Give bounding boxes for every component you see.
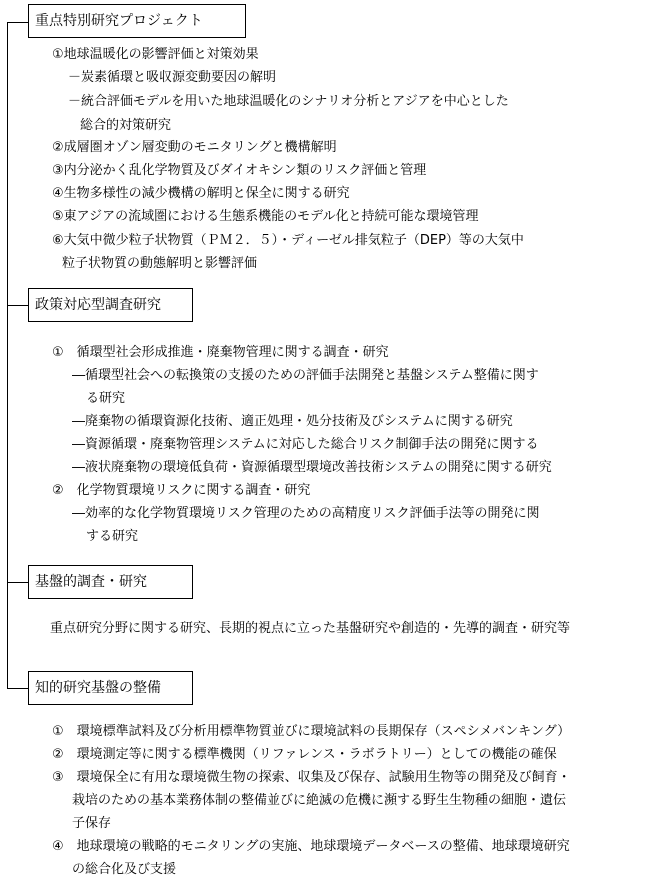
- list-subitem: －炭素循環と吸収源変動要因の解明: [68, 70, 277, 85]
- section-title: 重点特別研究プロジェクト: [35, 13, 203, 29]
- list-item-continuation: の総合化及び支援: [72, 862, 177, 877]
- list-item-continuation: 粒子状物質の動態解明と影響評価: [62, 256, 258, 271]
- section-header-basic-research: [28, 565, 193, 599]
- list-subitem: ―廃棄物の循環資源化技術、適正処理・処分技術及びシステムに関する研究: [72, 414, 513, 429]
- list-item: ② 環境測定等に関する標準機関（リファレンス・ラボラトリー）としての機能の確保: [52, 747, 557, 762]
- section-header-research-infrastructure: [28, 671, 193, 705]
- list-item: ② 化学物質環境リスクに関する調査・研究: [52, 483, 311, 498]
- list-subitem-continuation: する研究: [86, 529, 139, 544]
- connector-branch: [7, 688, 28, 689]
- list-item: ③内分泌かく乱化学物質及びダイオキシン類のリスク評価と管理: [52, 163, 427, 178]
- list-item: ④ 地球環境の戦略的モニタリングの実施、地球環境データベースの整備、地球環境研究: [52, 839, 570, 854]
- list-subitem-continuation: 総合的対策研究: [80, 118, 172, 133]
- list-item: ⑥大気中微少粒子状物質（ＰＭ２．５）・ディーゼル排気粒子（DEP）等の大気中: [52, 233, 524, 248]
- section-title: 政策対応型調査研究: [35, 297, 161, 313]
- connector-branch: [7, 22, 28, 23]
- connector-branch: [7, 582, 28, 583]
- section-header-policy-research: [28, 288, 193, 322]
- section-title: 基盤的調査・研究: [35, 574, 147, 590]
- list-item: ① 循環型社会形成推進・廃棄物管理に関する調査・研究: [52, 345, 389, 360]
- list-item: ①地球温暖化の影響評価と対策効果: [52, 47, 259, 62]
- list-subitem: ―効率的な化学物質環境リスク管理のための高精度リスク評価手法等の開発に関: [72, 506, 540, 521]
- list-subitem: ―資源循環・廃棄物管理システムに対応した総合リスク制御手法の開発に関する: [72, 437, 539, 452]
- list-subitem: －統合評価モデルを用いた地球温暖化のシナリオ分析とアジアを中心とした: [68, 94, 509, 109]
- section-description: 重点研究分野に関する研究、長期的視点に立った基盤研究や創造的・先導的調査・研究等: [50, 621, 571, 636]
- connector-branch: [7, 305, 28, 306]
- section-header-priority-projects: [28, 4, 246, 38]
- tree-connector: [7, 22, 8, 688]
- list-subitem: ―循環型社会への転換策の支援のための評価手法開発と基盤システム整備に関す: [72, 368, 539, 383]
- list-item: ① 環境標準試料及び分析用標準物質並びに環境試料の長期保存（スペシメバンキング）: [52, 724, 571, 739]
- list-item-continuation: 子保存: [72, 816, 112, 831]
- list-item: ②成層圏オゾン層変動のモニタリングと機構解明: [52, 140, 337, 155]
- list-item: ④生物多様性の減少機構の解明と保全に関する研究: [52, 186, 350, 201]
- list-subitem: ―液状廃棄物の環境低負荷・資源循環型環境改善技術システムの開発に関する研究: [72, 460, 552, 475]
- section-title: 知的研究基盤の整備: [35, 680, 161, 696]
- list-item: ⑤東アジアの流域圏における生態系機能のモデル化と持続可能な環境管理: [52, 209, 479, 224]
- list-item: ③ 環境保全に有用な環境微生物の探索、収集及び保存、試験用生物等の開発及び飼育・: [52, 770, 571, 785]
- list-subitem-continuation: る研究: [86, 391, 126, 406]
- list-item-continuation: 栽培のための基本業務体制の整備並びに絶滅の危機に瀕する野生生物種の細胞・遺伝: [72, 793, 567, 808]
